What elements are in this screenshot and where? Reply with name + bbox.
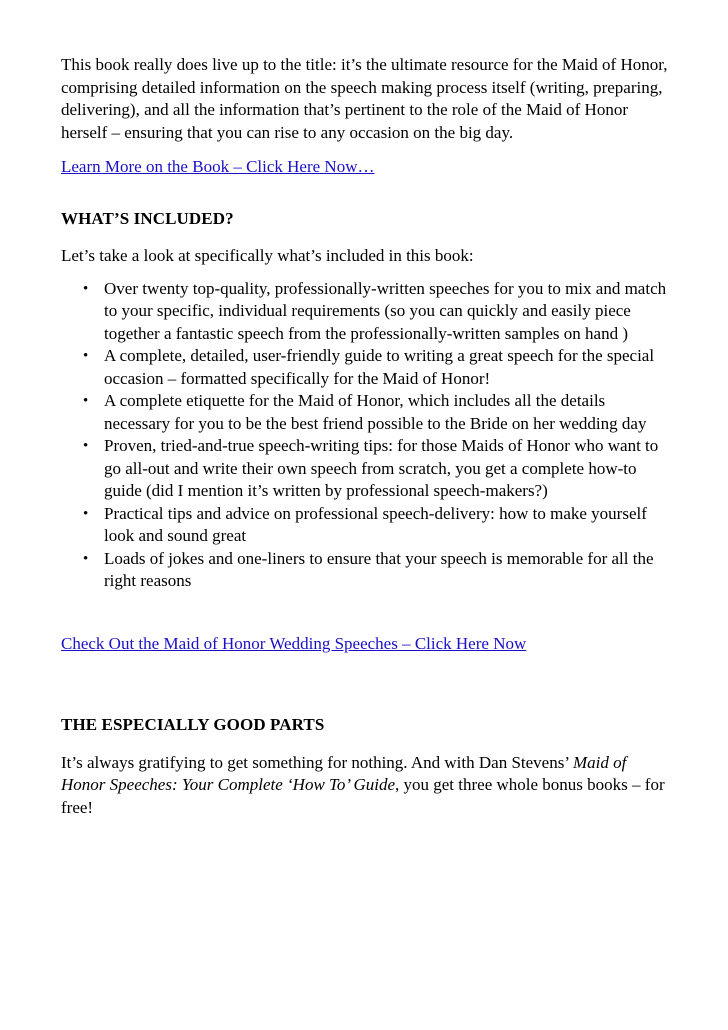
especially-good-parts-heading: THE ESPECIALLY GOOD PARTS xyxy=(61,715,325,734)
good-parts-paragraph xyxy=(61,752,673,820)
list-item-text: Proven, tried-and-true speech-writing tips: for those Maids of Honor who want to go all-out and write their own speech from scratch, you get a complete how-to guide (did I mention it’s written by professional speech-makers?) xyxy=(104,436,659,500)
bullet-icon: • xyxy=(83,280,89,297)
whats-included-heading: WHAT’S INCLUDED? xyxy=(61,208,234,228)
list-item xyxy=(61,435,673,503)
bullet-icon: • xyxy=(83,505,89,522)
good-parts-text-end: , you get three whole bonus books – for free! xyxy=(61,775,665,817)
bullet-icon: • xyxy=(83,393,89,409)
bullet-icon: • xyxy=(83,438,89,454)
list-item-text: Over twenty top-quality, professionally-written speeches for you to mix and match to your specific, individual requirements (so you can quickly and easily piece together a fantastic speech from the professionally-written samples on hand ) xyxy=(104,278,667,343)
list-item xyxy=(61,345,673,390)
list-item xyxy=(61,278,673,346)
intro-paragraph: This book really does live up to the title: it’s the ultimate resource for the Maid of Honor, comprising detailed information on the speech making process itself (writing, preparing, delivering), and all the information that’s pertinent to the role of the Maid of Honor herself – ensuring that you can rise to any occasion on the big day. xyxy=(61,55,668,142)
feature-list xyxy=(61,278,673,593)
document-page xyxy=(61,54,673,819)
book-title: Maid of Honor Speeches: Your Complete ‘How To’ Guide xyxy=(61,752,627,794)
list-item-text: Practical tips and advice on professional speech-delivery: how to make yourself look and sound great xyxy=(104,503,647,545)
list-item-text: Loads of jokes and one-liners to ensure that your speech is memorable for all the right reasons xyxy=(104,548,654,590)
learn-more-line xyxy=(61,156,673,179)
list-item-text: A complete etiquette for the Maid of Honor, which includes all the details necessary for you to be the best friend possible to the Bride on her wedding day xyxy=(104,391,647,433)
list-item xyxy=(61,503,673,548)
list-item xyxy=(61,390,673,435)
included-lead: Let’s take a look at specifically what’s included in this book: xyxy=(61,246,474,265)
bullet-icon: • xyxy=(83,348,89,364)
good-parts-text-start: It’s always gratifying to get something for nothing. And with Dan Stevens’ xyxy=(61,752,573,772)
check-out-speeches-link[interactable]: Check Out the Maid of Honor Wedding Speeches – Click Here Now xyxy=(61,633,527,653)
bullet-icon: • xyxy=(83,550,89,567)
list-item-text: A complete, detailed, user-friendly guide to writing a great speech for the special occasion – formatted specifically for the Maid of Honor! xyxy=(104,346,655,388)
list-item xyxy=(61,548,673,593)
check-out-line xyxy=(61,633,673,656)
learn-more-link[interactable]: Learn More on the Book – Click Here Now… xyxy=(61,157,375,176)
